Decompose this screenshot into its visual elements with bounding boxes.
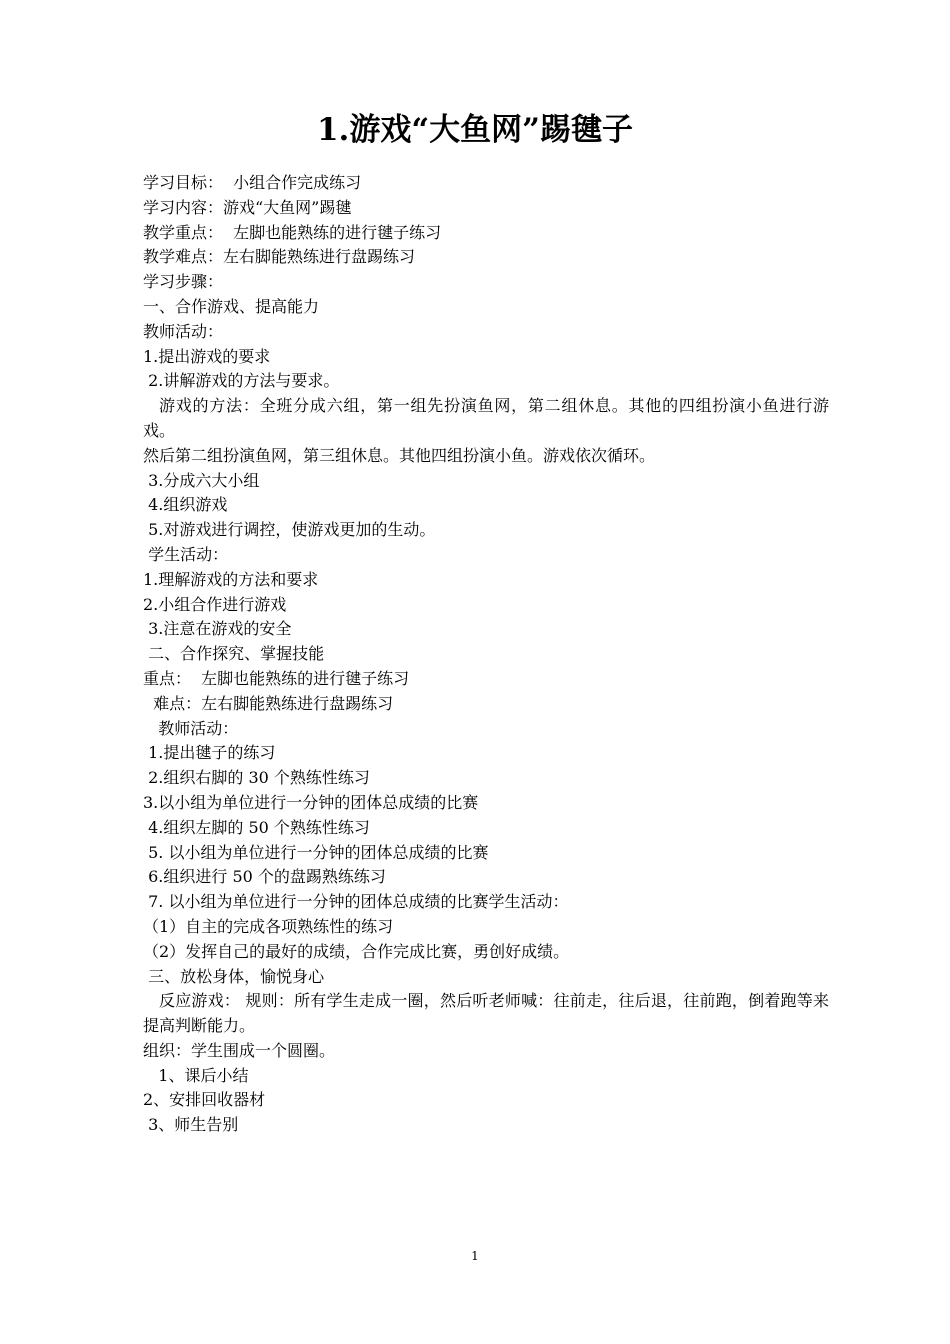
list-item: 2.组织右脚的 30 个熟练性练习 bbox=[143, 768, 370, 788]
objective-line: 学习目标： 小组合作完成练习 bbox=[143, 173, 362, 192]
key-point-line: 重点： 左脚也能熟练的进行毽子练习 bbox=[143, 668, 410, 688]
section-three-heading: 三、放松身体，愉悦身心 bbox=[143, 966, 325, 986]
list-item: 1.提出毽子的练习 bbox=[143, 743, 276, 763]
student-activity-heading: 学生活动： bbox=[143, 544, 229, 564]
list-item: 3.以小组为单位进行一分钟的团体总成绩的比赛 bbox=[143, 792, 479, 812]
list-item: 2.小组合作进行游戏 bbox=[143, 594, 287, 614]
list-item: 7. 以小组为单位进行一分钟的团体总成绩的比赛学生活动： bbox=[143, 892, 569, 912]
page-number: 1 bbox=[471, 1249, 479, 1263]
list-item: 2、安排回收器材 bbox=[143, 1090, 266, 1110]
game-method-paragraph: 游戏的方法：全班分成六组，第一组先扮演鱼网，第二组休息。其他的四组扮演小鱼进行游戏。 bbox=[143, 396, 829, 440]
list-item: 1.理解游戏的方法和要求 bbox=[143, 569, 319, 589]
list-item: 2.讲解游戏的方法与要求。 bbox=[143, 371, 340, 391]
section-two-heading: 二、合作探究、掌握技能 bbox=[143, 644, 325, 664]
list-item: 5.对游戏进行调控，使游戏更加的生动。 bbox=[143, 520, 436, 540]
content-line: 学习内容：游戏“大鱼网”踢毽 bbox=[143, 197, 352, 217]
list-item: 5. 以小组为单位进行一分钟的团体总成绩的比赛 bbox=[143, 842, 489, 862]
list-item: 4.组织左脚的 50 个熟练性练习 bbox=[143, 817, 370, 837]
organization-line: 组织：学生围成一个圆圈。 bbox=[143, 1040, 336, 1060]
difficulty-line: 难点：左右脚能熟练进行盘踢练习 bbox=[143, 693, 394, 713]
list-item: 3、师生告别 bbox=[143, 1115, 239, 1135]
list-item: 4.组织游戏 bbox=[143, 495, 228, 515]
list-item: 3.注意在游戏的安全 bbox=[143, 619, 292, 639]
list-item: （2）发挥自己的最好的成绩，合作完成比赛，勇创好成绩。 bbox=[143, 941, 570, 961]
section-one-heading: 一、合作游戏、提高能力 bbox=[143, 296, 320, 316]
list-item: 6.组织进行 50 个的盘踢熟练练习 bbox=[143, 867, 386, 887]
document-title: 1.游戏“大鱼网”踢毽子 bbox=[316, 112, 634, 148]
reaction-game-paragraph: 反应游戏： 规则：所有学生走成一圈，然后听老师喊：往前走，往后退，往前跑，倒着跑等来提高判断能力。 bbox=[143, 991, 829, 1036]
list-item: 3.分成六大小组 bbox=[143, 470, 260, 490]
list-item: 1.提出游戏的要求 bbox=[143, 346, 271, 366]
list-item: 1、课后小结 bbox=[143, 1065, 249, 1085]
document-body bbox=[143, 171, 829, 1138]
key-point-line: 教学重点： 左脚也能熟练的进行毽子练习 bbox=[143, 222, 442, 242]
steps-heading: 学习步骤： bbox=[143, 272, 224, 292]
game-cycle-line: 然后第二组扮演鱼网，第三组休息。其他四组扮演小鱼。游戏依次循环。 bbox=[143, 445, 656, 465]
difficulty-line: 教学难点：左右脚能熟练进行盘踢练习 bbox=[143, 247, 416, 267]
list-item: （1）自主的完成各项熟练性的练习 bbox=[143, 916, 394, 936]
teacher-activity-heading: 教师活动： bbox=[143, 321, 224, 341]
teacher-activity-heading: 教师活动： bbox=[143, 718, 239, 738]
